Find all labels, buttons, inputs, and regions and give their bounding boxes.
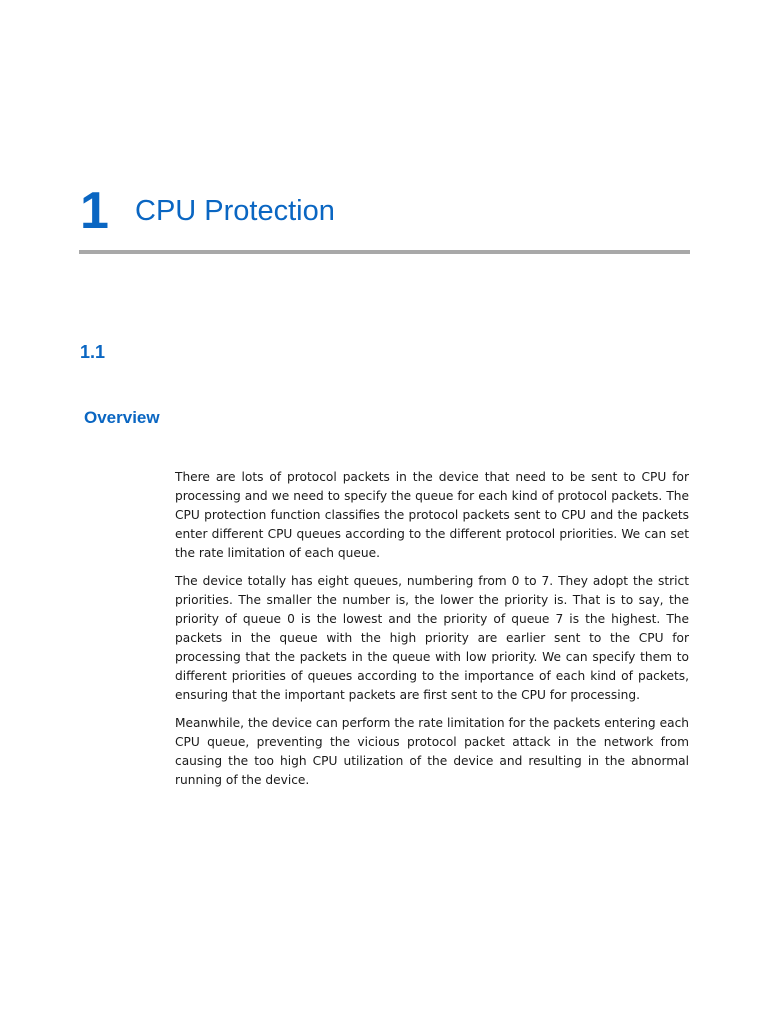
paragraph-1: There are lots of protocol packets in the device that need to be sent to CPU for processing and we need to specify the queue for each kind of protocol packets. The CPU protection function classifies the protocol packets sent to CPU and the packets enter different CPU queues according to the different protocol priorities. We can set the rate limitation of each queue. [175,470,689,560]
chapter-divider [79,250,690,254]
paragraph-3: Meanwhile, the device can perform the rate limitation for the packets entering each CPU queue, preventing the vicious protocol packet attack in the network from causing the too high CPU utilization of the device and resulting in the abnormal running of the device. [175,716,689,787]
chapter-title: CPU Protection [135,195,335,227]
section-title: Overview [84,408,160,427]
chapter-number: 1 [80,182,109,240]
section-number: 1.1 [80,342,106,362]
body-text [175,468,689,799]
paragraph-2: The device totally has eight queues, numbering from 0 to 7. They adopt the strict priorities. The smaller the number is, the lower the priority is. That is to say, the priority of queue 0 is the lowest and the priority of queue 7 is the highest. The packets in the queue with the high priority are earlier sent to the CPU for processing that the packets in the queue with low priority. We can specify them to different priorities of queues according to the importance of each kind of packets, ensuring that the important packets are first sent to the CPU for processing. [175,574,689,702]
